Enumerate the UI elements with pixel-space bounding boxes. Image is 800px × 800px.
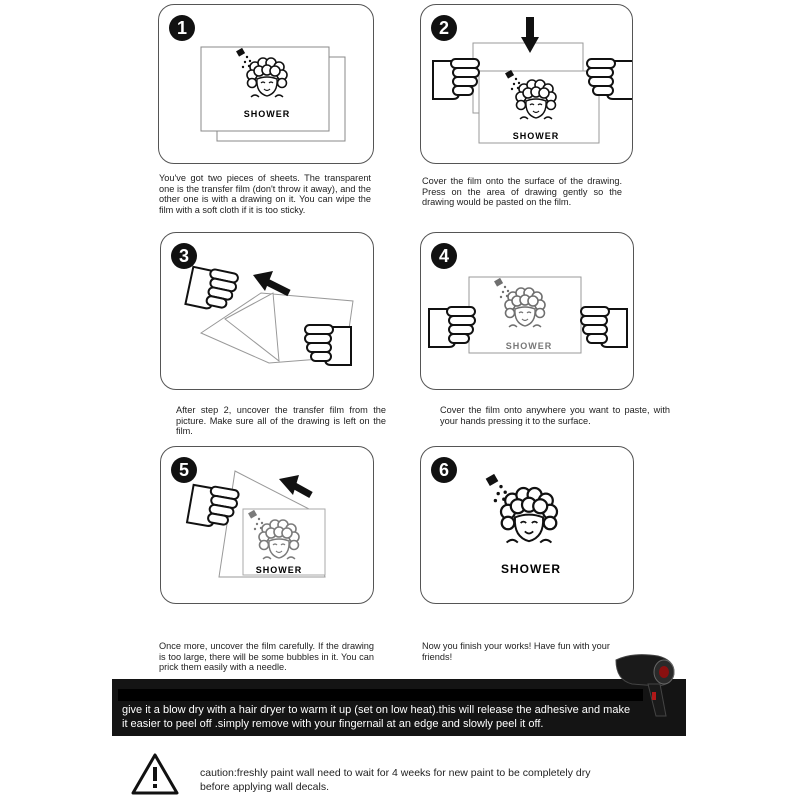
right-hand-icon: [305, 325, 351, 365]
step-5-illustration: [161, 447, 374, 604]
step-1-text: You've got two pieces of sheets. The transparent one is the transfer film (don't throw it away), and the other one is with a drawing on it. You can wipe the film with a soft cloth if it is too sticky.: [159, 173, 371, 215]
right-hand-icon: [587, 59, 633, 99]
step-1-illustration: [159, 5, 374, 164]
step-label: SHOWER: [512, 131, 560, 141]
left-hand-icon: [185, 265, 238, 314]
step-label: SHOWER: [243, 109, 291, 119]
step-5-panel: [160, 446, 374, 604]
step-6-text: Now you finish your works! Have fun with your friends!: [422, 641, 610, 662]
step-2-text: Cover the film onto the surface of the drawing. Press on the area of drawing gently so the drawing would be pasted on the film.: [422, 176, 622, 208]
step-label: SHOWER: [501, 562, 561, 576]
left-hand-icon: [429, 307, 475, 347]
step-number: 3: [171, 243, 197, 269]
step-2-illustration: [421, 5, 633, 164]
step-3-illustration: [161, 233, 374, 390]
caution-text: caution:freshly paint wall need to wait for 4 weeks for new paint to be completely dry before applying wall decals.: [200, 767, 591, 793]
step-number: 5: [171, 457, 197, 483]
step-4-illustration: [421, 233, 634, 390]
step-6-panel: [420, 446, 634, 604]
step-label: SHOWER: [255, 565, 303, 575]
step-1-panel: [158, 4, 374, 164]
step-4-text: Cover the film onto anywhere you want to paste, with your hands pressing it to the surface.: [440, 405, 670, 426]
step-4-panel: [420, 232, 634, 390]
step-3-panel: [160, 232, 374, 390]
shower-girl-icon: [486, 474, 557, 543]
step-5-text: Once more, uncover the film carefully. If the drawing is too large, there will be some bubbles in it. You can prick them easily with a needle.: [159, 641, 374, 673]
step-2-panel: [420, 4, 633, 164]
right-hand-icon: [581, 307, 627, 347]
left-hand-icon: [433, 59, 479, 99]
step-number: 4: [431, 243, 457, 269]
step-number: 6: [431, 457, 457, 483]
step-6-illustration: [421, 447, 634, 604]
warning-triangle-icon: [130, 752, 180, 796]
step-3-text: After step 2, uncover the transfer film from the picture. Make sure all of the drawing is left on the film.: [176, 405, 386, 437]
band-stripe: [118, 689, 643, 701]
hair-dryer-tip: give it a blow dry with a hair dryer to warm it up (set on low heat).this will release the adhesive and make it easier to peel off .simply remove with your fingernail at an edge and slowly peel it off.: [122, 704, 631, 730]
step-label: SHOWER: [505, 341, 553, 351]
step-number: 1: [169, 15, 195, 41]
step-number: 2: [431, 15, 457, 41]
hair-dryer-icon: [612, 650, 692, 720]
